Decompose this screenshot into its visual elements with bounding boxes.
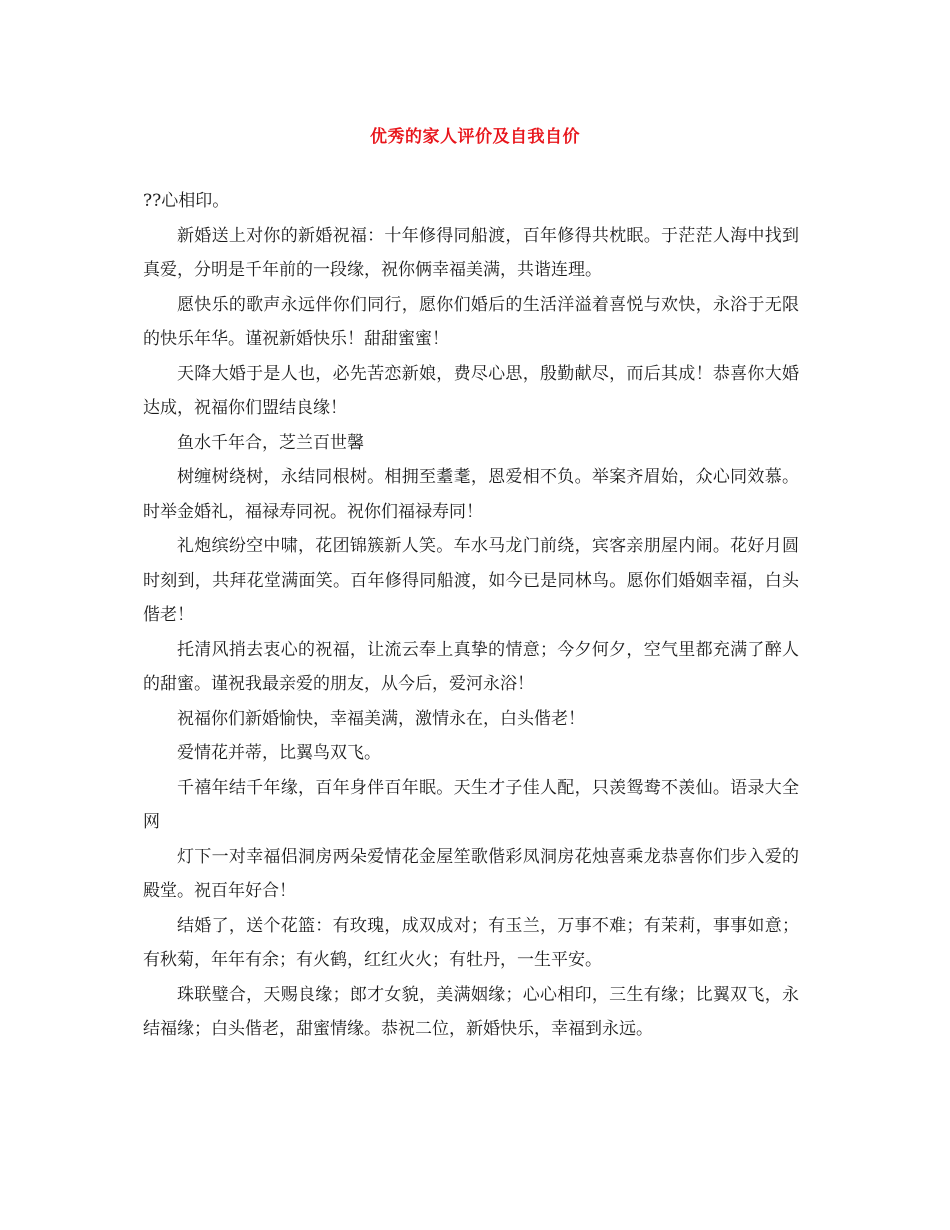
paragraph: 珠联璧合，天赐良缘；郎才女貌，美满姻缘；心心相印，三生有缘；比翼双飞，永结福缘；白头偕老，甜蜜情缘。恭祝二位，新婚快乐，幸福到永远。 bbox=[143, 984, 799, 1039]
paragraph: 树缠树绕树，永结同根树。相拥至耋耄，恩爱相不负。举案齐眉始，众心同效慕。时举金婚礼，福禄寿同祝。祝你们福禄寿同！ bbox=[143, 467, 799, 522]
paragraph: 千禧年结千年缘，百年身伴百年眠。天生才子佳人配，只羡鸳鸯不羡仙。语录大全网 bbox=[143, 777, 799, 832]
paragraph: 新婚送上对你的新婚祝福：十年修得同船渡，百年修得共枕眠。于茫茫人海中找到真爱，分明是千年前的一段缘，祝你俩幸福美满，共谐连理。 bbox=[143, 225, 799, 280]
paragraph: 愿快乐的歌声永远伴你们同行，愿你们婚后的生活洋溢着喜悦与欢快，永浴于无限的快乐年华。谨祝新婚快乐！甜甜蜜蜜！ bbox=[143, 294, 799, 349]
paragraph: 祝福你们新婚愉快，幸福美满，激情永在，白头偕老！ bbox=[177, 708, 585, 729]
document-body bbox=[143, 184, 799, 1047]
paragraph: 结婚了，送个花篮：有玫瑰，成双成对；有玉兰，万事不难；有茉莉，事事如意；有秋菊，年年有余；有火鹤，红红火火；有牡丹，一生平安。 bbox=[143, 915, 799, 970]
paragraph: 鱼水千年合，芝兰百世馨 bbox=[177, 432, 364, 453]
paragraph: 礼炮缤纷空中啸，花团锦簇新人笑。车水马龙门前绕，宾客亲朋屋内闹。花好月圆时刻到，共拜花堂满面笑。百年修得同船渡，如今已是同林鸟。愿你们婚姻幸福，白头偕老！ bbox=[143, 536, 799, 625]
document-title: 优秀的家人评价及自我自价 bbox=[370, 127, 580, 147]
paragraph: ??心相印。 bbox=[143, 191, 230, 211]
paragraph: 托清风捎去衷心的祝福，让流云奉上真挚的情意；今夕何夕，空气里都充满了醉人的甜蜜。谨祝我最亲爱的朋友，从今后，爱河永浴！ bbox=[143, 639, 799, 694]
paragraph: 天降大婚于是人也，必先苦恋新娘，费尽心思，殷勤献尽，而后其成！恭喜你大婚达成，祝福你们盟结良缘！ bbox=[143, 363, 799, 418]
paragraph: 爱情花并蒂，比翼鸟双飞。 bbox=[177, 743, 381, 763]
paragraph: 灯下一对幸福侣洞房两朵爱情花金屋笙歌偕彩凤洞房花烛喜乘龙恭喜你们步入爱的殿堂。祝百年好合！ bbox=[143, 846, 799, 901]
